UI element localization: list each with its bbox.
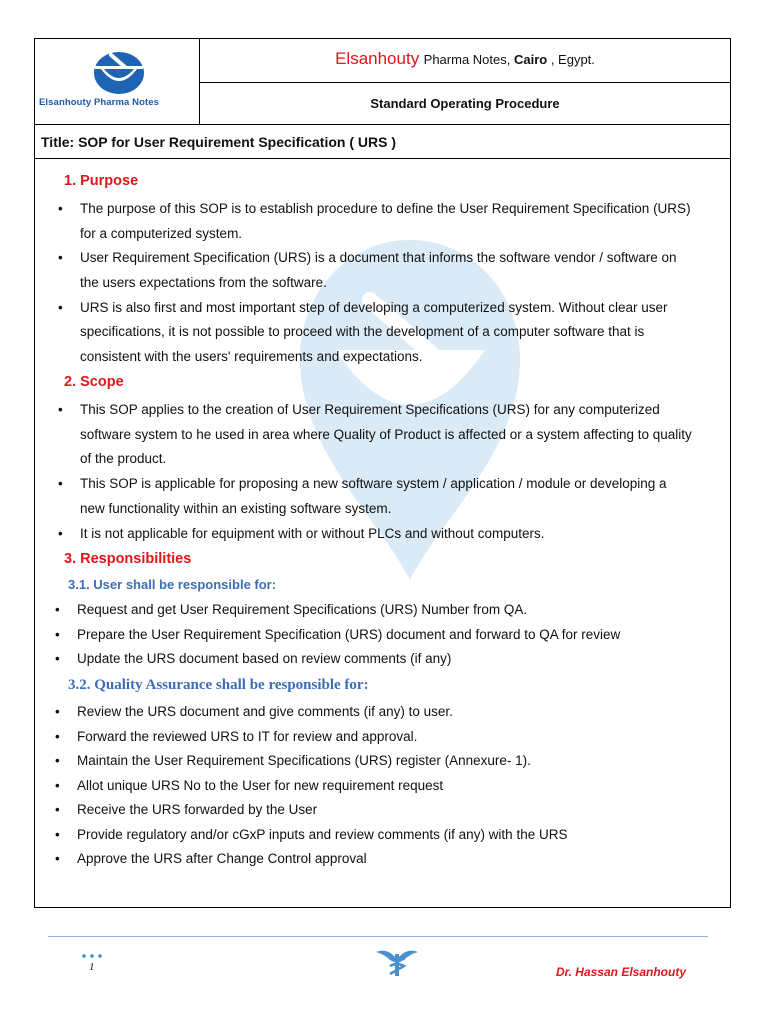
doc-type-cell — [200, 82, 730, 124]
scope-item-2-cont: new functionality within an existing software system. — [80, 501, 392, 516]
mortar-pestle-logo-icon — [91, 47, 147, 97]
footer-divider — [48, 936, 708, 937]
user-item-1: • Request and get User Requirement Specifications (URS) Number from QA. — [55, 602, 528, 617]
title-row — [35, 124, 730, 159]
logo-cell — [35, 39, 200, 124]
org-city: Cairo — [513, 52, 548, 67]
scope-item-2: • This SOP is applicable for proposing a new software system / application / module or developing a — [58, 476, 667, 491]
page-number: 1 — [89, 961, 95, 973]
scope-heading: 2. Scope — [64, 374, 124, 390]
purpose-item-3-cont: specifications, it is not possible to proceed with the development of a computer software that is — [80, 324, 645, 339]
purpose-item-1-cont: for a computerized system. — [80, 226, 243, 241]
qa-item-6: • Provide regulatory and/or cGxP inputs and review comments (if any) with the URS — [55, 827, 568, 842]
qa-item-3: • Maintain the User Requirement Specifications (URS) register (Annexure- 1). — [55, 753, 531, 768]
purpose-item-3-cont2: consistent with the users' requirements and expectations. — [80, 349, 423, 364]
user-item-2: • Prepare the User Requirement Specification (URS) document and forward to QA for review — [55, 627, 621, 642]
scope-item-1-cont2: of the product. — [80, 451, 167, 466]
qa-item-5: • Receive the URS forwarded by the User — [55, 802, 318, 817]
purpose-heading: 1. Purpose — [64, 173, 139, 189]
author-name: Dr. Hassan Elsanhouty — [555, 965, 686, 979]
user-item-3: • Update the URS document based on review comments (if any) — [55, 651, 452, 666]
scope-item-3: • It is not applicable for equipment with or without PLCs and without computers. — [58, 526, 545, 541]
qa-item-2: • Forward the reviewed URS to IT for review and approval. — [55, 729, 418, 744]
caduceus-emblem-icon — [372, 946, 422, 978]
organization-header — [200, 39, 730, 83]
user-responsibilities-heading: 3.1. User shall be responsible for: — [68, 577, 277, 592]
scope-item-1-cont: software system to he used in area where Quality of Product is affected or a system affecting to quality — [80, 427, 692, 442]
purpose-item-2-cont: the users expectations from the software. — [80, 275, 327, 290]
scope-item-1: • This SOP applies to the creation of User Requirement Specifications (URS) for any computerized — [58, 402, 660, 417]
dots-icon — [81, 953, 105, 959]
qa-item-1: • Review the URS document and give comments (if any) to user. — [55, 704, 453, 719]
qa-item-7: • Approve the URS after Change Control approval — [55, 851, 367, 866]
org-rest-2: , Egypt. — [547, 52, 595, 67]
qa-item-4: • Allot unique URS No to the User for new requirement request — [55, 778, 444, 793]
document-title: Title: SOP for User Requirement Specification ( URS ) — [41, 134, 396, 150]
purpose-item-3: • URS is also first and most important step of developing a computerized system. Without clear user — [58, 300, 668, 315]
logo-caption: Elsanhouty Pharma Notes — [39, 97, 160, 108]
purpose-item-2: • User Requirement Specification (URS) is a document that informs the software vendor / software on — [58, 250, 677, 265]
responsibilities-heading: 3. Responsibilities — [64, 551, 192, 567]
qa-responsibilities-heading: 3.2. Quality Assurance shall be responsible for: — [68, 677, 369, 693]
purpose-item-1: • The purpose of this SOP is to establish procedure to define the User Requirement Specification (URS) — [58, 201, 691, 216]
org-name: Elsanhouty — [335, 49, 420, 68]
org-rest-1: Pharma Notes, — [423, 52, 514, 67]
doc-type: Standard Operating Procedure — [370, 96, 560, 111]
